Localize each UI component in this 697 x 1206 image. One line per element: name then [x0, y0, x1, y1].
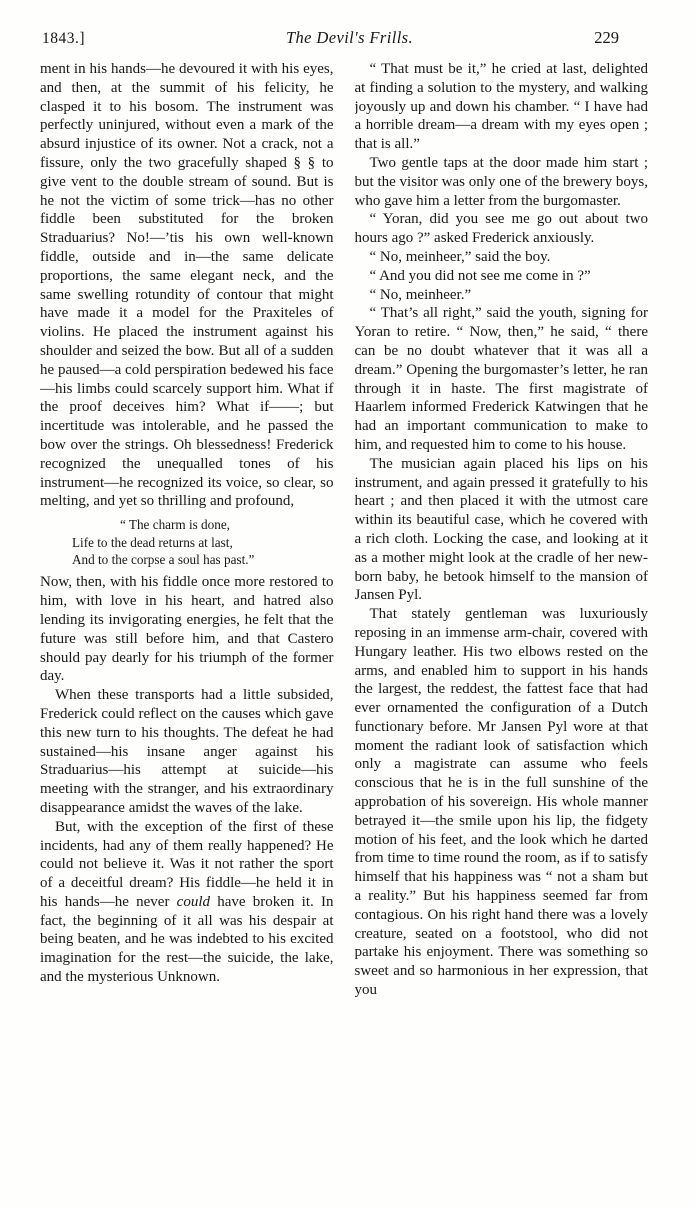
paragraph: “ That’s all right,” said the youth, signing for Yoran to retire. “ Now, then,” he said, “ there can be no doubt whatever that it was all a dream.” Opening the burgomaster’s letter, he ran through it in haste. The first magistrate of Haarlem informed Frederick Katwingen that he had an important communication to make to him, and requested him to come to his house.	[354, 305, 648, 453]
header-running-title: The Devil's Frills.	[285, 28, 414, 47]
paragraph: “ No, meinheer,” said the boy.	[369, 248, 551, 265]
paragraph: Two gentle taps at the door made him start ; but the visitor was only one of the brewery boys, who gave him a letter from the burgomaster.	[354, 154, 648, 209]
left-column	[40, 60, 334, 1000]
paragraph: “ That must be it,” he cried at last, delighted at finding a solution to the mystery, and walking joyously up and down his chamber. “ I have had a horrible dream—a dream with my eyes open ; that is all.”	[354, 61, 648, 153]
page-header	[0, 0, 697, 58]
verse-quote	[72, 516, 334, 568]
paragraph: ment in his hands—he devoured it with his eyes, and then, at the summit of his felicity, he clasped it to his bosom. The instrument was perfectly uninjured, without even a mark of the absurd injustice of its owner. Not a crack, not a fissure, only the two gracefully shaped § § to give vent to the double stream of sound. But is he not the victim of some trick—has no other fiddle been substituted for the broken Straduarius? No!—’tis his own well-known fiddle, outside and in—the same delicate proportions, the same elegant neck, and the same swelling rotundity of contour that might have made it a model for the Praxiteles of violins. He placed the instrument against his shoulder and seized the bow. But all of a sudden he paused—a cold perspiration bedewed his face—his limbs could scarcely support him. What if the proof deceives him? What if——; but incertitude was intolerable, and he passed the bow over the strings. Oh blessedness! Frederick recognized the unequalled tones of his instrument—he recognized its voice, so clear, so melting, and yet so thrilling and profound,	[40, 61, 334, 510]
paragraph: “ Yoran, did you see me go out about two hours ago ?” asked Frederick anxiously.	[354, 211, 648, 247]
paragraph: The musician again placed his lips on his instrument, and again pressed it gratefully to his heart ; and then placed it with the utmost care within its beautiful case, which he covered with a rich cloth. Locking the case, and looking at it as a mother might look at the cradle of her new-born baby, he betook himself to the mansion of Jansen Pyl.	[354, 455, 648, 604]
header-year-label: 1843.]	[42, 30, 86, 47]
right-column	[355, 60, 649, 1000]
paragraph: “ And you did not see me come in ?”	[369, 267, 591, 284]
verse-line: Life to the dead returns at last,	[72, 534, 233, 550]
paragraph: Now, then, with his fiddle once more restored to him, with love in his heart, and hatred also lending its invigorating energies, he felt that the future was still before him, and that Castero should pay dearly for his triumph of the former day.	[40, 574, 334, 685]
header-page-number: 229	[594, 28, 619, 47]
paragraph: When these transports had a little subsided, Frederick could reflect on the causes which gave this new turn to his thoughts. The defeat he had sustained—his insane anger against his Straduarius—his attempt at suicide—his meeting with the stranger, and his extraordinary disappearance amidst the waves of the lake.	[40, 687, 334, 816]
paragraph: “ No, meinheer.”	[369, 286, 472, 303]
paragraph: But, with the exception of the first of these incidents, had any of them really happened? He could not believe it. Was it not rather the sport of a deceitful dream? His fiddle—he held it in his hands—he never could have broken it. In fact, the beginning of it all was his despair at being beaten, and he was indebted to his excited imagination for the rest—the suicide, the lake, and the mysterious Unknown.	[40, 818, 334, 986]
paragraph: That stately gentleman was luxuriously reposing in an immense arm-chair, covered with Hungary leather. His two elbows rested on the arms, and enabled him to support in his hands the largest, the reddest, the fattest face that had ever ornamented the configuration of a Dutch functionary before. Mr Jansen Pyl wore at that moment the radiant look of satisfaction which only a magistrate can assume who feels conscious that he is in the full sunshine of the approbation of his sovereign. His whole manner betrayed it—the smile upon his lip, the fidgety motion of his feet, and the look which he darted from time to time round the room, as if to satisfy himself that his happiness was “ not a sham but a reality.” But his happiness seemed far from contagious. On his right hand there was a lovely creature, seated on a footstool, who did not partake his enjoyment. There was something so sweet and so harmonious in her expression, that you	[354, 606, 648, 999]
two-column-text-body	[0, 58, 697, 1000]
verse-line: “ The charm is done,	[120, 517, 230, 533]
verse-line: And to the corpse a soul has past.”	[72, 551, 255, 567]
